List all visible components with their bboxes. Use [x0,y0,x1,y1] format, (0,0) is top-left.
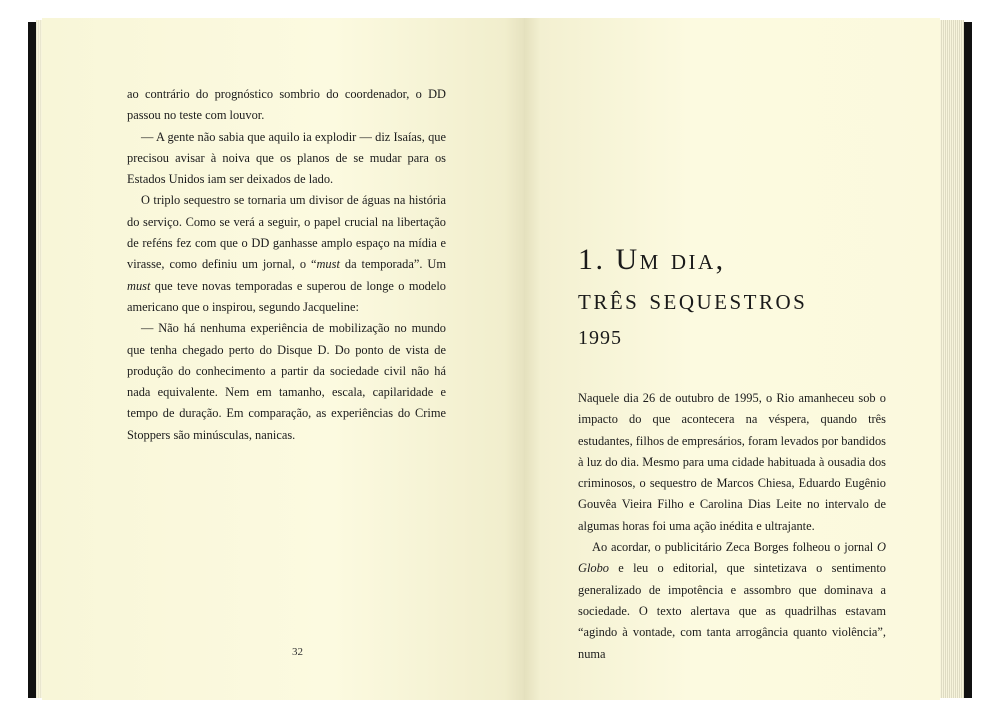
right-page-body [578,388,886,665]
paragraph: ao contrário do prognóstico sombrio do coordenador, o DD passou no teste com louvor. [127,87,446,123]
page-stack-right [940,20,964,698]
paragraph: Naquele dia 26 de outubro de 1995, o Rio amanheceu sob o impacto do que acontecera na véspera, quando três estudantes, filhos de empresários, foram levados por bandidos à luz do dia. Mesmo para uma cidade habituada à ousadia dos criminosos, o sequestro de Marcos Chiesa, Eduardo Eugênio Gouvêa Vieira Filho e Carolina Dias Leite no intervalo de algumas horas foi uma ação inédita e ultrajante. [578,391,886,533]
text-run: O triplo sequestro se tornaria um divisor de águas na história do serviço. Como se verá a seguir, o papel crucial na libertação de reféns fez com que o DD ganhasse amplo espaço na mídia e virasse, como definiu um jornal, o “ [127,193,446,272]
italic-term: O Globo [578,540,886,576]
open-book [28,18,972,700]
left-page-body [127,84,446,446]
text-run: e leu o editorial, que sintetizava o sentimento generalizado de impotência e assombro que dominava a sociedade. O texto alertava que as quadrilhas estavam “agindo à vontade, com tanta arrogância quanto violência”, numa [578,561,886,661]
paragraph: — Não há nenhuma experiência de mobilização no mundo que tenha chegado perto do Disque D. Do ponto de vista de produção do conhecimento a partir da sociedade civil não há nada equivalente. Nem em tamanho, escala, capilaridade e tempo de duração. Em comparação, as experiências do Crime Stoppers são minúsculas, nanicas. [127,321,446,442]
chapter-year: 1995 [578,327,622,349]
text-run: da temporada”. Um [339,257,446,272]
text-run: que teve novas temporadas e superou de longe o modelo americano que o inspirou, segundo Jacqueline: [127,278,446,314]
page-number: 32 [292,646,303,658]
paragraph: — A gente não sabia que aquilo ia explodir — diz Isaías, que precisou avisar à noiva que os planos de se mudar para os Estados Unidos iam ser deixados de lado. [127,129,446,187]
text-run: Ao acordar, o publicitário Zeca Borges folheou o jornal [592,540,878,555]
chapter-title-line-1: 1. Um dia, [578,243,726,276]
italic-term: must [127,278,151,293]
left-page [42,18,524,700]
right-page [524,18,940,700]
paragraph [578,537,886,665]
chapter-title-line-2: três sequestros [578,283,808,316]
book-cover-edge-left [28,22,36,698]
book-cover-edge-right [964,22,972,698]
chapter-title [578,240,918,356]
paragraph [127,190,446,318]
italic-term: must [316,257,340,272]
